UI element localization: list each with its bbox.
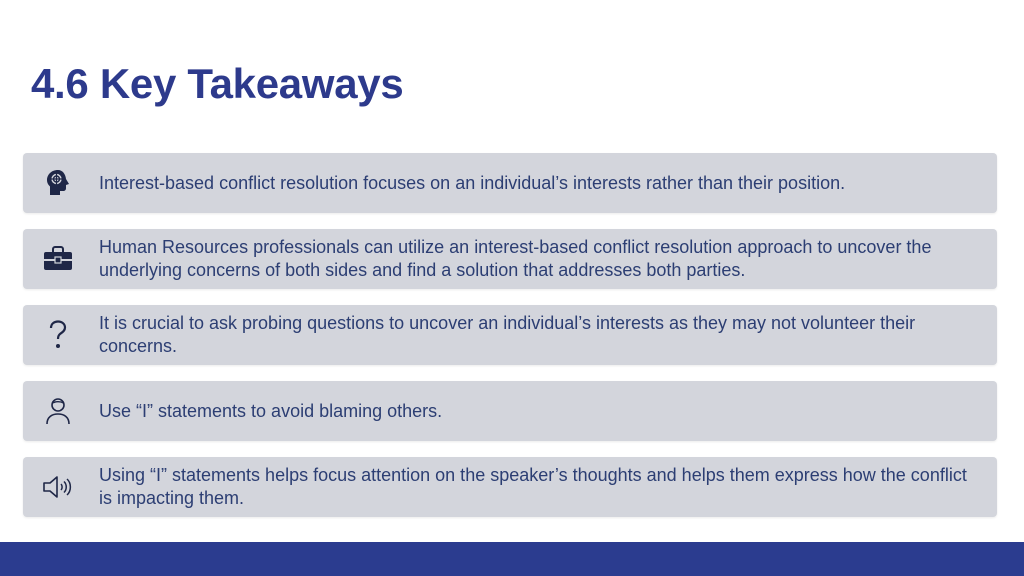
takeaway-row-3	[23, 305, 997, 365]
footer-bar	[0, 542, 1024, 576]
brain-head-icon	[41, 167, 75, 199]
question-mark-icon	[41, 319, 75, 351]
takeaway-row-1	[23, 153, 997, 213]
slide-title: 4.6 Key Takeaways	[31, 60, 404, 107]
briefcase-icon	[41, 243, 75, 275]
person-icon	[41, 395, 75, 427]
speaker-icon	[41, 471, 75, 503]
takeaway-text: Interest-based conflict resolution focuses on an individual’s interests rather than their position.	[99, 172, 846, 193]
takeaway-text: Use “I” statements to avoid blaming others.	[99, 400, 443, 421]
takeaway-row-2	[23, 229, 997, 289]
takeaway-text: It is crucial to ask probing questions to uncover an individual’s interests as they may not volunteer their concerns.	[99, 313, 916, 356]
takeaway-text: Using “I” statements helps focus attention on the speaker’s thoughts and helps them express how the conflict is impacting them.	[99, 465, 967, 508]
takeaway-row-5	[23, 457, 997, 517]
takeaway-text: Human Resources professionals can utilize an interest-based conflict resolution approach to uncover the underlying concerns of both sides and find a solution that addresses both parties.	[99, 237, 932, 280]
takeaway-row-4	[23, 381, 997, 441]
